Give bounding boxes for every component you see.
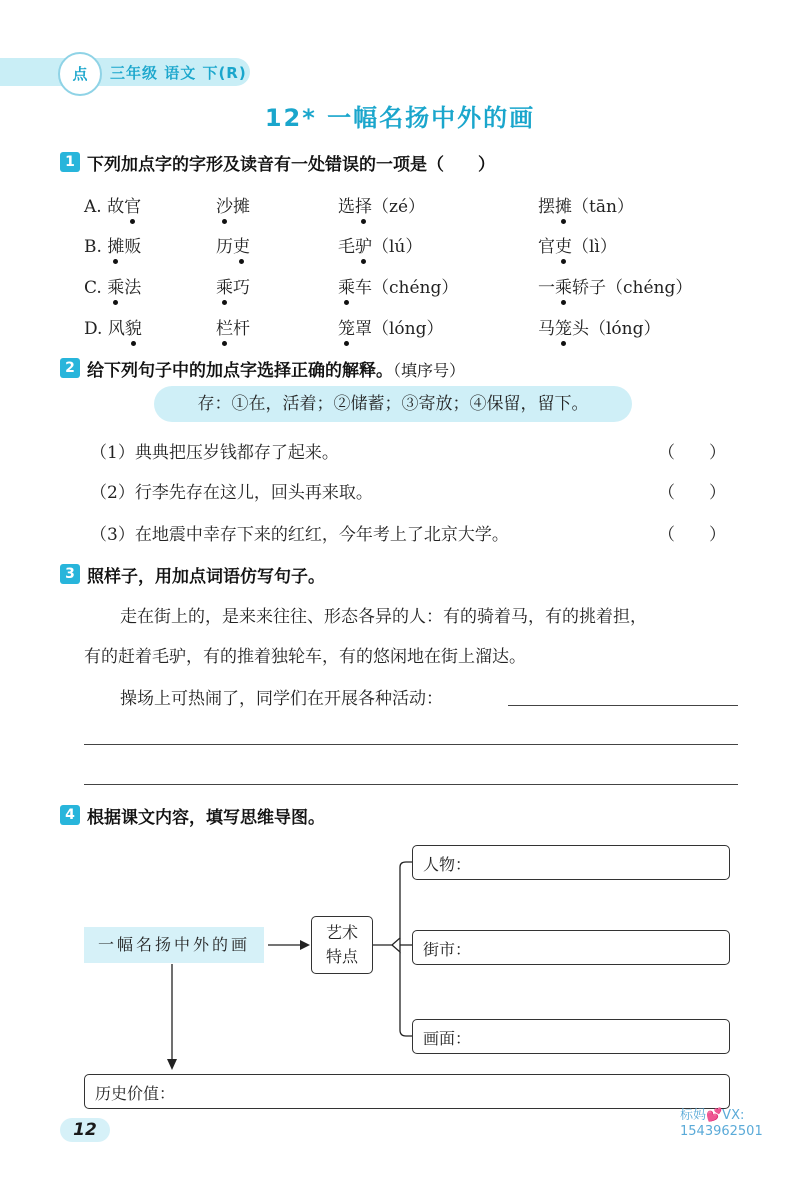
answer-blank-1[interactable]: （ ） <box>658 443 726 463</box>
question-number-4: 4 <box>60 805 80 825</box>
watermark-line-2: 1543962501 <box>680 1124 763 1139</box>
q1-c-3: 乘车（chéng） <box>338 278 459 298</box>
q1-a-1: A. 故官 <box>84 197 142 217</box>
q1-d-2: 栏杆 <box>216 319 250 339</box>
example-line-1: 走在街上的，是来来往往、形态各异的人：有的骑着马，有的挑着担， <box>120 607 647 627</box>
branch-street-box[interactable] <box>412 930 730 965</box>
answer-blank-3[interactable]: （ ） <box>658 525 726 545</box>
q2-item-3: （3）在地震中幸存下来的红红，今年考上了北京大学。 <box>90 525 509 545</box>
q1-b-2: 历吏 <box>216 237 250 257</box>
page-number: 12 <box>60 1118 110 1142</box>
branch-picture-box[interactable] <box>412 1019 730 1054</box>
q1-c-2: 乘巧 <box>216 278 250 298</box>
answer-blank-2[interactable]: （ ） <box>658 483 726 503</box>
watermark <box>680 1108 763 1140</box>
definition-hint: 存：①在，活着；②储蓄；③寄放；④保留，留下。 <box>154 386 632 422</box>
q1-b-3: 毛驴（lú） <box>338 237 423 257</box>
question-number-3: 3 <box>60 564 80 584</box>
imitation-prompt: 操场上可热闹了，同学们在开展各种活动： <box>120 689 443 709</box>
q1-a-3: 选择（zé） <box>338 197 426 217</box>
book-info: 三年级 语文 下(R) <box>110 64 247 82</box>
q2-item-2: （2）行李先存在这儿，回头再来取。 <box>90 483 373 503</box>
question-4-text: 根据课文内容，填写思维导图。 <box>87 808 325 828</box>
question-number-2: 2 <box>60 358 80 378</box>
question-1-text: 下列加点字的字形及读音有一处错误的一项是（ ） <box>87 155 495 175</box>
question-2-text: 给下列句子中的加点字选择正确的解释。（填序号） <box>87 361 466 381</box>
feature-line-2: 特点 <box>325 947 358 966</box>
logo-text: 点 <box>72 65 88 83</box>
q1-d-3: 笼罩（lóng） <box>338 319 444 339</box>
q1-c-4: 一乘轿子（chéng） <box>538 278 693 298</box>
question-3-text: 照样子，用加点词语仿写句子。 <box>87 567 325 587</box>
q1-a-2: 沙摊 <box>216 197 250 217</box>
branch-picture-label: 画面： <box>423 1029 472 1048</box>
history-value-label: 历史价值： <box>95 1084 176 1103</box>
page-title: 12* 一幅名扬中外的画 <box>264 104 536 132</box>
history-value-box[interactable] <box>84 1074 730 1109</box>
branch-people-box[interactable] <box>412 845 730 880</box>
q1-d-1: D. 风貌 <box>84 319 142 339</box>
branch-street-label: 街市： <box>423 940 472 959</box>
question-number-1: 1 <box>60 152 80 172</box>
example-line-2: 有的赶着毛驴，有的推着独轮车，有的悠闲地在街上溜达。 <box>84 647 526 667</box>
q2-item-1: （1）典典把压岁钱都存了起来。 <box>90 443 339 463</box>
q1-b-1: B. 摊贩 <box>84 237 142 257</box>
feature-line-1: 艺术 <box>325 923 358 942</box>
watermark-line-1: 标妈💕VX: <box>680 1108 745 1123</box>
q1-a-4: 摆摊（tān） <box>538 197 634 217</box>
q1-b-4: 官吏（lì） <box>538 237 617 257</box>
q1-c-1: C. 乘法 <box>84 278 142 298</box>
branch-people-label: 人物： <box>423 855 472 874</box>
q1-d-4: 马笼头（lóng） <box>538 319 661 339</box>
feature-node <box>311 916 373 974</box>
center-node: 一幅名扬中外的画 <box>84 927 264 963</box>
